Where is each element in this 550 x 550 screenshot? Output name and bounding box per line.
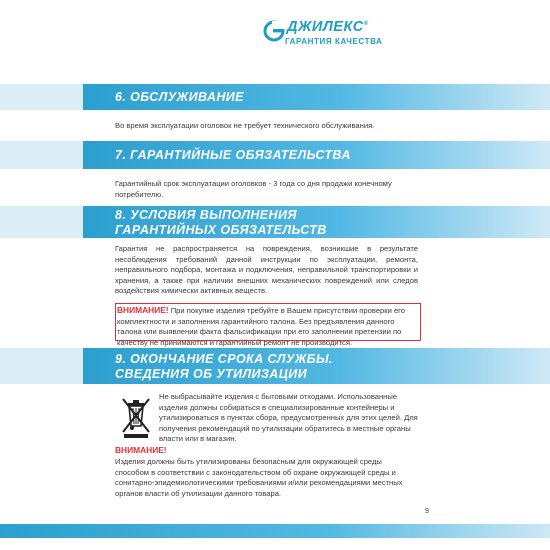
section-8-title — [115, 208, 327, 238]
section-7-title: 7. ГАРАНТИЙНЫЕ ОБЯЗАТЕЛЬСТВА — [115, 148, 351, 162]
section-8-warning-text: При покупке изделия требуйте в Вашем присутствии проверки его комплектности и заполнения гарантийного талона. Без предъявления данного талона или выявлении факта фальсификации при его заполнении претензии по качеству не принимаются и гарантийный ремонт не производится. — [117, 306, 405, 347]
logo — [263, 18, 393, 48]
logo-mark-icon — [263, 20, 285, 42]
section-9-title — [115, 352, 333, 382]
section-8-band-light — [0, 206, 83, 238]
section-9-title-line-2: СВЕДЕНИЯ ОБ УТИЛИЗАЦИИ — [115, 367, 308, 381]
section-9-band-light — [0, 348, 83, 384]
logo-tagline: ГАРАНТИЯ КАЧЕСТВА — [285, 37, 383, 46]
section-8-warning — [117, 305, 417, 348]
logo-name: ДЖИЛЕКС® — [287, 19, 369, 35]
section-8-text: Гарантия не распространяется на повреждения, возникшие в результате несоблюдения требований данной инструкции по эксплуатации, ремонта, неправильного подбора, монтажа и подключения, неправильной транспортировки и хранения, а также при наличии внешних механических повреждений или следов воздействия химически активных веществ. — [115, 244, 418, 296]
section-8-title-line-2: ГАРАНТИЙНЫХ ОБЯЗАТЕЛЬСТВ — [115, 223, 327, 237]
section-9-text: Не выбрасывайте изделия с бытовыми отходами. Использованные изделия должны собираться в специализированные контейнеры и утилизироваться в пунктах сбора, предусмотренных для этих целей. Для получения рекомендаций по утилизации обратитесь в местные органы власти или в магазин. — [159, 392, 418, 444]
section-7-band-light — [0, 141, 83, 169]
section-8-title-line-1: 8. УСЛОВИЯ ВЫПОЛНЕНИЯ — [115, 208, 297, 222]
section-6-text: Во время эксплуатации оголовок не требует технического обслуживания. — [115, 121, 375, 130]
crossed-out-bin-icon — [120, 394, 152, 440]
section-8-warning-label: ВНИМАНИЕ! — [117, 305, 169, 315]
page-number: 9 — [425, 508, 429, 515]
section-7-text: Гарантийный срок эксплуатации оголовков - 3 года со дня продажи конечному потребителю. — [115, 179, 392, 199]
section-9-warning-text: Изделия должны быть утилизированы безопасным для окружающей среды способом в соответствии с законодательством об охране окружающей среды и сонитарно-эпидемиологическими требованиями и/или рекомендациями местных органов власти об утилизации данного товара. — [115, 457, 403, 498]
section-9-title-line-1: 9. ОКОНЧАНИЕ СРОКА СЛУЖБЫ. — [115, 352, 333, 366]
section-6-title: 6. ОБСЛУЖИВАНИЕ — [115, 90, 244, 104]
footer-band — [0, 524, 550, 538]
section-9-warning-label: ВНИМАНИЕ! — [115, 445, 167, 455]
section-6-band-light — [0, 84, 83, 110]
